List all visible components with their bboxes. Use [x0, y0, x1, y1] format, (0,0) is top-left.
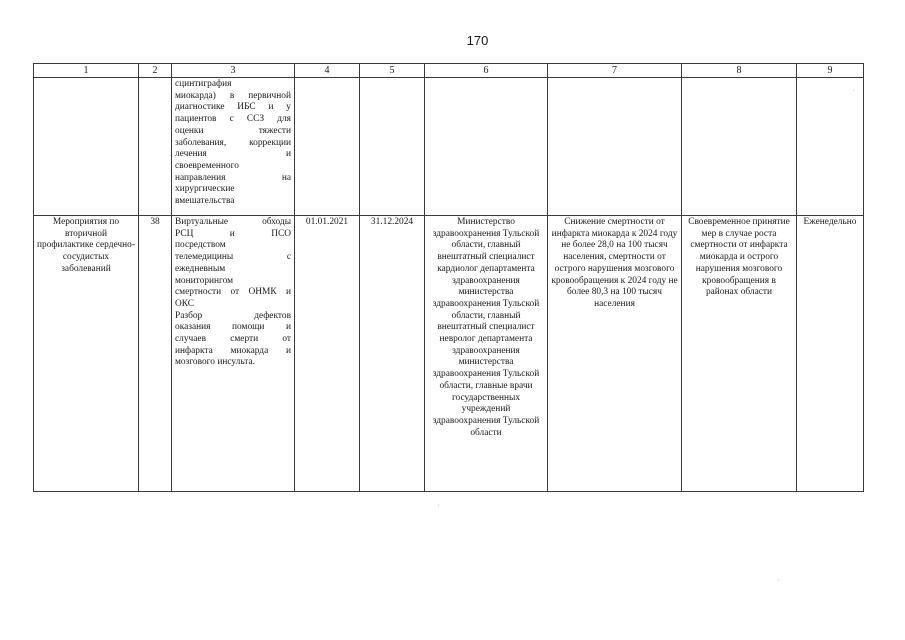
column-header: 9: [797, 64, 864, 78]
table-cell: [139, 78, 172, 216]
table-cell: [797, 78, 864, 216]
column-header: 5: [360, 64, 425, 78]
table-cell-description: [172, 216, 295, 492]
expected-result-cell: Своевременное принятие мер в случае роста смертности от инфаркта миокарда и острого нарушения мозгового кровообращения в районах области: [682, 216, 797, 492]
scan-speck: ': [438, 503, 440, 512]
text-line: вмешательства: [175, 196, 235, 207]
column-header: 2: [139, 64, 172, 78]
measures-table: [33, 63, 864, 492]
text-line: Виртуальные обходы: [175, 217, 291, 227]
target-indicator-cell: Снижение смертности от инфаркта миокарда к 2024 году не более 28,0 на 100 тысяч населения, смертности от острого нарушения мозгового кровообращения к 2024 году не более 80,3 на 100 тысяч населения: [548, 216, 682, 492]
column-header: 7: [548, 64, 682, 78]
text-line: своевременного: [175, 160, 239, 171]
column-header: 4: [295, 64, 360, 78]
text-line: пациентов с ССЗ для: [175, 114, 291, 125]
measure-name-cell: Мероприятия по вторичной профилактике сердечно-сосудистых заболеваний: [34, 216, 139, 492]
table-cell: [682, 78, 797, 216]
frequency-cell: Еженедельно: [797, 216, 864, 492]
table-row: [34, 78, 864, 216]
text-line: миокарда) в первичной: [175, 90, 291, 101]
scan-speck: ': [853, 88, 855, 97]
responsible-cell: Министерство здравоохранения Тульской области, главный внештатный специалист кардиолог департамента здравоохранения министерства здравоохранения Тульской области, главный внештатный специалист невролог департамента здравоохранения министерства здравоохранения Тульской области, главные врачи государственных учреждений здравоохранения Тульской области: [425, 216, 548, 492]
table-cell: [425, 78, 548, 216]
text-line: ежедневным: [175, 263, 226, 274]
text-line: лечения и: [175, 149, 291, 160]
table-row: [34, 216, 864, 492]
text-line: ОКС: [175, 298, 195, 309]
text-line: хирургические: [175, 184, 235, 195]
text-line: заболевания, коррекции: [175, 137, 291, 148]
text-line: смертности от ОНМК и: [175, 287, 291, 298]
table-cell: [295, 78, 360, 216]
table-cell: [548, 78, 682, 216]
column-header: 3: [172, 64, 295, 78]
text-line: инфаркта миокарда и: [175, 345, 291, 356]
scan-speck: ': [778, 578, 780, 587]
text-line: телемедицины с: [175, 252, 291, 263]
table-cell: [360, 78, 425, 216]
text-line: Разбор дефектов: [175, 310, 291, 321]
text-line: оценки тяжести: [175, 125, 291, 136]
text-line: мониторингом: [175, 275, 234, 286]
text-line: посредством: [175, 240, 226, 251]
text-line: сцинтиграфия: [175, 79, 232, 89]
column-header: 6: [425, 64, 548, 78]
table-cell: [34, 78, 139, 216]
table-header-row: [34, 64, 864, 78]
text-line: диагностике ИБС и у: [175, 102, 291, 113]
end-date-cell: 31.12.2024: [360, 216, 425, 492]
text-line: направления на: [175, 172, 291, 183]
text-line: мозгового инсульта.: [175, 357, 255, 368]
text-line: оказания помощи и: [175, 322, 291, 333]
text-line: РСЦ и ПСО: [175, 228, 291, 239]
text-line: случаев смерти от: [175, 334, 291, 345]
column-header: 1: [34, 64, 139, 78]
start-date-cell: 01.01.2021: [295, 216, 360, 492]
column-header: 8: [682, 64, 797, 78]
row-number-cell: 38: [139, 216, 172, 492]
page-number: 170: [466, 33, 489, 48]
table-cell-description: [172, 78, 295, 216]
